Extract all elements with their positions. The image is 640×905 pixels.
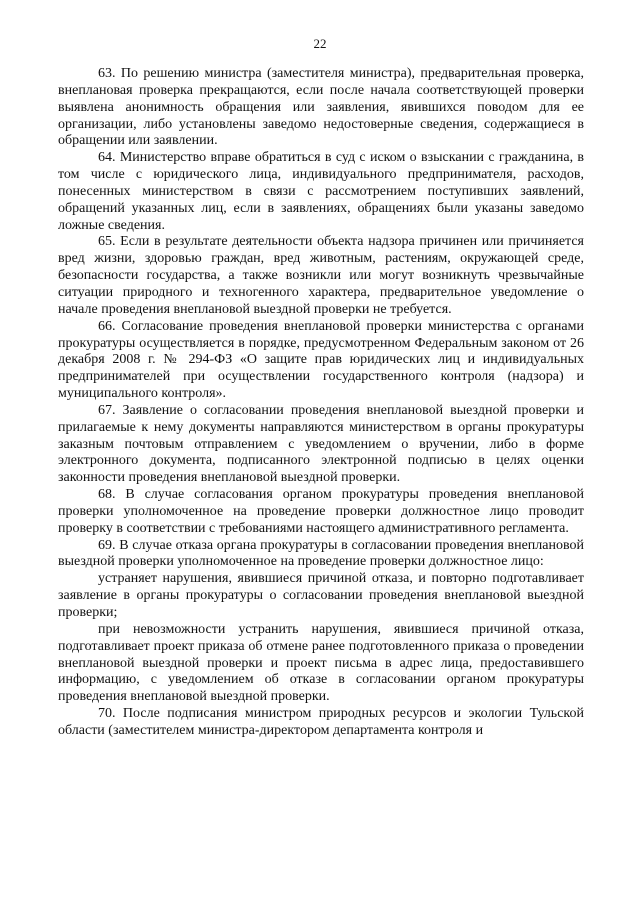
document-body	[58, 66, 584, 740]
paragraph-69-item-2: при невозможности устранить нарушения, явившиеся причиной отказа, подготавливает проект приказа об отмене ранее подготовленного приказа о проведении внеплановой выездной проверки и проект письма в адрес лица, предоставившего информацию, с уведомлением об отказе в согласовании органом прокуратуры проведения внеплановой выездной проверки.	[58, 621, 584, 705]
paragraph-65: 65. Если в результате деятельности объекта надзора причинен или причиняется вред жизни, здоровью граждан, вред животным, растениям, окружающей среде, безопасности государства, а также возникли или могут возникнуть чрезвычайные ситуации природного и техногенного характера, предварительное уведомление о начале проведения внеплановой выездной проверки не требуется.	[58, 234, 584, 317]
page-number: 22	[313, 36, 327, 51]
paragraph-66: 66. Согласование проведения внеплановой проверки министерства с органами прокуратуры осуществляется в порядке, предусмотренном Федеральным законом от 26 декабря 2008 г. № 294-ФЗ «О защите прав юридических лиц и индивидуальных предпринимателей при осуществлении государственного контроля (надзора) и муниципального контроля».	[58, 318, 584, 402]
paragraph-63: 63. По решению министра (заместителя министра), предварительная проверка, внеплановая проверка прекращаются, если после начала соответствующей проверки выявлена анонимность обращения или заявления, явившихся поводом для ее организации, либо установлены заведомо недостоверные сведения, содержащиеся в обращении или заявлении.	[58, 66, 584, 149]
paragraph-67: 67. Заявление о согласовании проведения внеплановой выездной проверки и прилагаемые к нему документы направляются министерством в органы прокуратуры заказным почтовым отправлением с уведомлением о вручении, либо в форме электронного документа, подписанного электронной подписью в целях оценки законности проведения внеплановой выездной проверки.	[58, 402, 584, 486]
paragraph-68: 68. В случае согласования органом прокуратуры проведения внеплановой проверки уполномоченное на проведение проверки должностное лицо проводит проверку в соответствии с требованиями настоящего административного регламента.	[58, 487, 584, 536]
paragraph-70: 70. После подписания министром природных ресурсов и экологии Тульской области (заместителем министра-директором департамента контроля и	[58, 706, 584, 738]
paragraph-69-item-1: устраняет нарушения, явившиеся причиной отказа, и повторно подготавливает заявление в органы прокуратуры о согласовании проведения внеплановой выездной проверки;	[58, 571, 584, 620]
paragraph-64: 64. Министерство вправе обратиться в суд с иском о взыскании с гражданина, в том числе с юридического лица, индивидуального предпринимателя, расходов, понесенных министерством в связи с рассмотрением поступивших заявлений, обращений указанных лиц, если в заявлениях, обращениях были указаны заведомо ложные сведения.	[58, 150, 584, 233]
paragraph-69: 69. В случае отказа органа прокуратуры в согласовании проведения внеплановой выездной проверки уполномоченное на проведение проверки должностное лицо:	[58, 537, 584, 570]
